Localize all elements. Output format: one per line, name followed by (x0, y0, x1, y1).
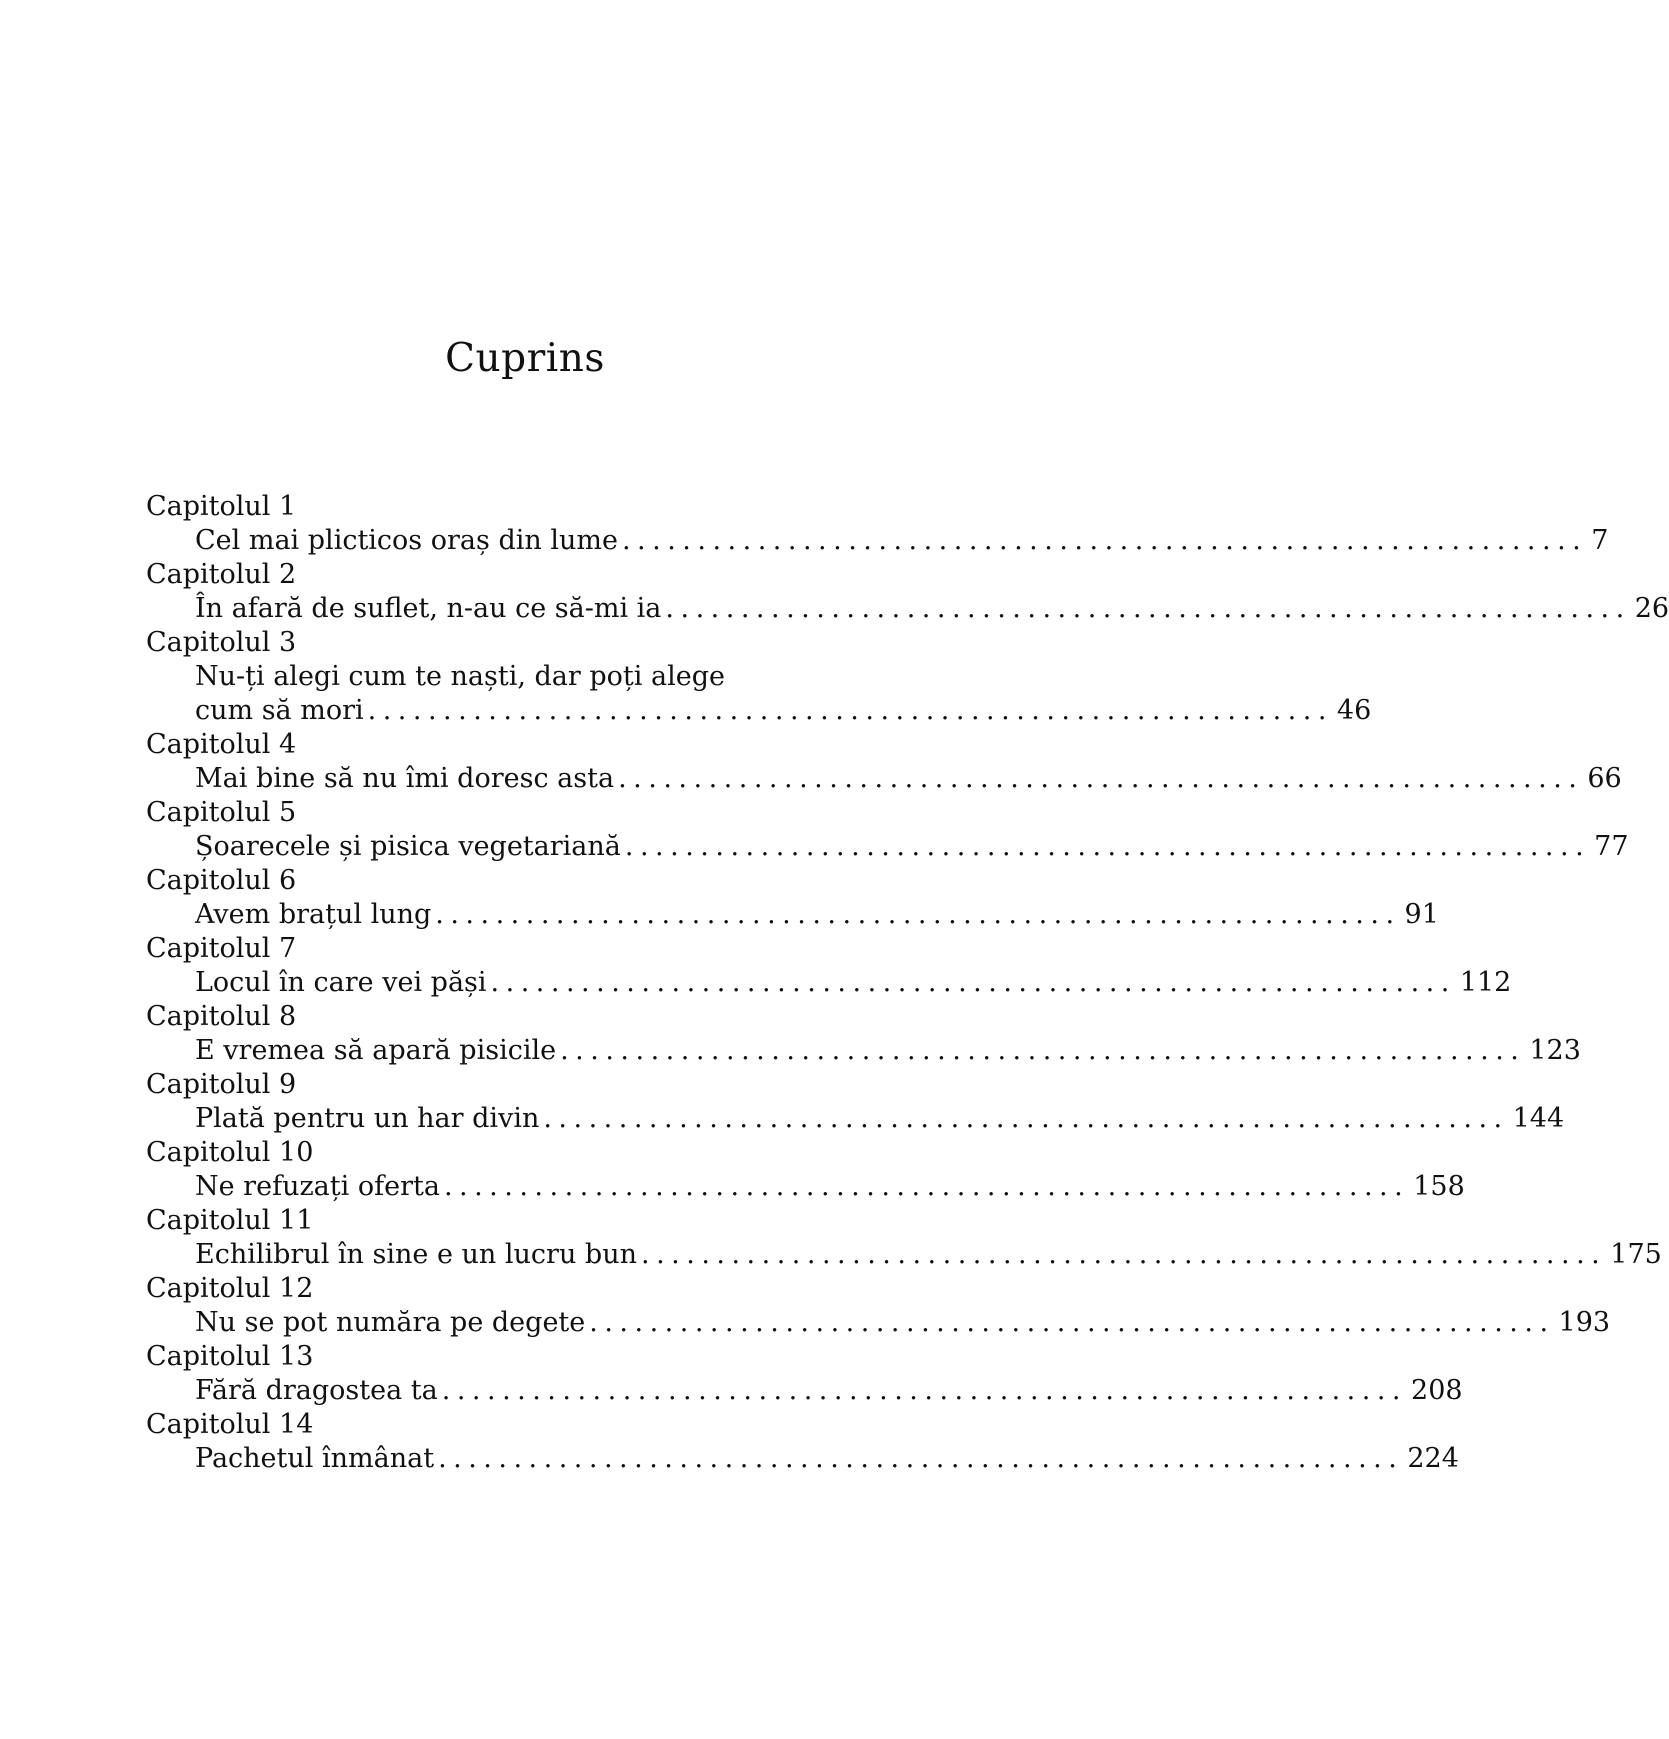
chapter-label: Capitolul 10 (146, 1137, 314, 1168)
chapter-label: Capitolul 13 (146, 1341, 314, 1372)
toc-chapter-6 (146, 864, 1439, 932)
toc-entry[interactable] (146, 898, 1439, 932)
chapter-title: Locul în care vei păși (195, 967, 487, 998)
toc-entry[interactable] (146, 1442, 1459, 1476)
page-number: 208 (1411, 1375, 1463, 1406)
page-number: 66 (1587, 763, 1622, 794)
page-number: 123 (1529, 1035, 1581, 1066)
chapter-label: Capitolul 7 (146, 933, 297, 964)
toc-entry[interactable] (146, 660, 1372, 728)
toc-entry[interactable] (146, 966, 1512, 1000)
page-number: 158 (1413, 1171, 1465, 1202)
chapter-title: E vremea să apară pisicile (195, 1035, 557, 1066)
chapter-title: Cel mai plicticos oraș din lume (195, 525, 618, 556)
chapter-label: Capitolul 8 (146, 1001, 297, 1032)
dot-leader: ................................................................ (441, 1375, 1408, 1406)
dot-leader: ................................................................ (589, 1307, 1555, 1338)
page-number: 77 (1594, 831, 1629, 862)
toc-entry[interactable] (146, 1306, 1611, 1340)
toc-entry[interactable] (146, 1238, 1662, 1272)
toc-entry[interactable] (146, 524, 1609, 558)
dot-leader: ................................................................ (490, 967, 1456, 998)
chapter-label: Capitolul 5 (146, 797, 297, 828)
page-number: 46 (1336, 695, 1372, 726)
chapter-title: Nu se pot număra pe degete (195, 1307, 586, 1338)
toc-entry[interactable] (146, 1374, 1463, 1408)
chapter-title: Pachetul înmânat (195, 1443, 435, 1474)
page-number: 175 (1610, 1239, 1662, 1270)
toc-chapter-12 (146, 1272, 1611, 1340)
toc-chapter-13 (146, 1340, 1463, 1408)
toc-entry[interactable] (146, 830, 1629, 864)
dot-leader: ................................................................ (560, 1035, 1526, 1066)
toc-chapter-4 (146, 728, 1622, 796)
table-of-contents (146, 490, 1669, 1476)
chapter-title-row-2 (195, 694, 1372, 728)
dot-leader: ................................................................ (367, 695, 1333, 726)
page-number: 91 (1404, 899, 1439, 930)
dot-leader: ................................................................ (438, 1443, 1404, 1474)
chapter-title: Ne refuzați oferta (195, 1171, 440, 1202)
chapter-title-line-1: Nu-ți alegi cum te naști, dar poți alege (195, 661, 725, 692)
page-number: 193 (1558, 1307, 1611, 1338)
toc-entry[interactable] (146, 592, 1669, 626)
chapter-title: Mai bine să nu îmi doresc asta (195, 763, 615, 794)
toc-chapter-1 (146, 490, 1609, 558)
chapter-title (195, 660, 1372, 728)
dot-leader: ................................................................ (435, 899, 1401, 930)
toc-chapter-7 (146, 932, 1512, 1000)
chapter-label: Capitolul 3 (146, 627, 297, 658)
page-title: Cuprins (445, 336, 605, 381)
page-number: 26 (1634, 593, 1669, 624)
toc-chapter-11 (146, 1204, 1662, 1272)
page-number: 144 (1512, 1103, 1565, 1134)
page-number: 7 (1591, 525, 1609, 556)
chapter-label: Capitolul 11 (146, 1205, 314, 1236)
page-number: 224 (1407, 1443, 1459, 1474)
dot-leader: ................................................................ (640, 1239, 1607, 1270)
toc-chapter-3 (146, 626, 1372, 728)
chapter-title: Șoarecele și pisica vegetariană (195, 831, 621, 862)
dot-leader: ................................................................ (443, 1171, 1410, 1202)
toc-chapter-10 (146, 1136, 1465, 1204)
dot-leader: ................................................................ (621, 525, 1588, 556)
chapter-title: Fără dragostea ta (195, 1375, 438, 1406)
chapter-label: Capitolul 12 (146, 1273, 314, 1304)
chapter-label: Capitolul 14 (146, 1409, 314, 1440)
toc-chapter-8 (146, 1000, 1581, 1068)
dot-leader: ................................................................ (543, 1103, 1509, 1134)
chapter-label: Capitolul 9 (146, 1069, 297, 1100)
toc-entry[interactable] (146, 1102, 1565, 1136)
toc-chapter-5 (146, 796, 1629, 864)
toc-entry[interactable] (146, 1034, 1581, 1068)
chapter-title: Avem brațul lung (195, 899, 432, 930)
toc-chapter-2 (146, 558, 1669, 626)
dot-leader: ................................................................ (624, 831, 1591, 862)
chapter-label: Capitolul 4 (146, 729, 297, 760)
chapter-label: Capitolul 1 (146, 491, 297, 522)
dot-leader: ................................................................ (618, 763, 1584, 794)
toc-chapter-14 (146, 1408, 1459, 1476)
dot-leader: ................................................................ (665, 593, 1631, 624)
chapter-title: În afară de suflet, n-au ce să-mi ia (195, 593, 662, 624)
chapter-title-line-2: cum să mori (195, 695, 364, 726)
toc-entry[interactable] (146, 762, 1622, 796)
toc-chapter-9 (146, 1068, 1565, 1136)
chapter-title: Echilibrul în sine e un lucru bun (195, 1239, 637, 1270)
chapter-label: Capitolul 6 (146, 865, 297, 896)
chapter-label: Capitolul 2 (146, 559, 297, 590)
toc-entry[interactable] (146, 1170, 1465, 1204)
page-number: 112 (1459, 967, 1512, 998)
chapter-title: Plată pentru un har divin (195, 1103, 540, 1134)
